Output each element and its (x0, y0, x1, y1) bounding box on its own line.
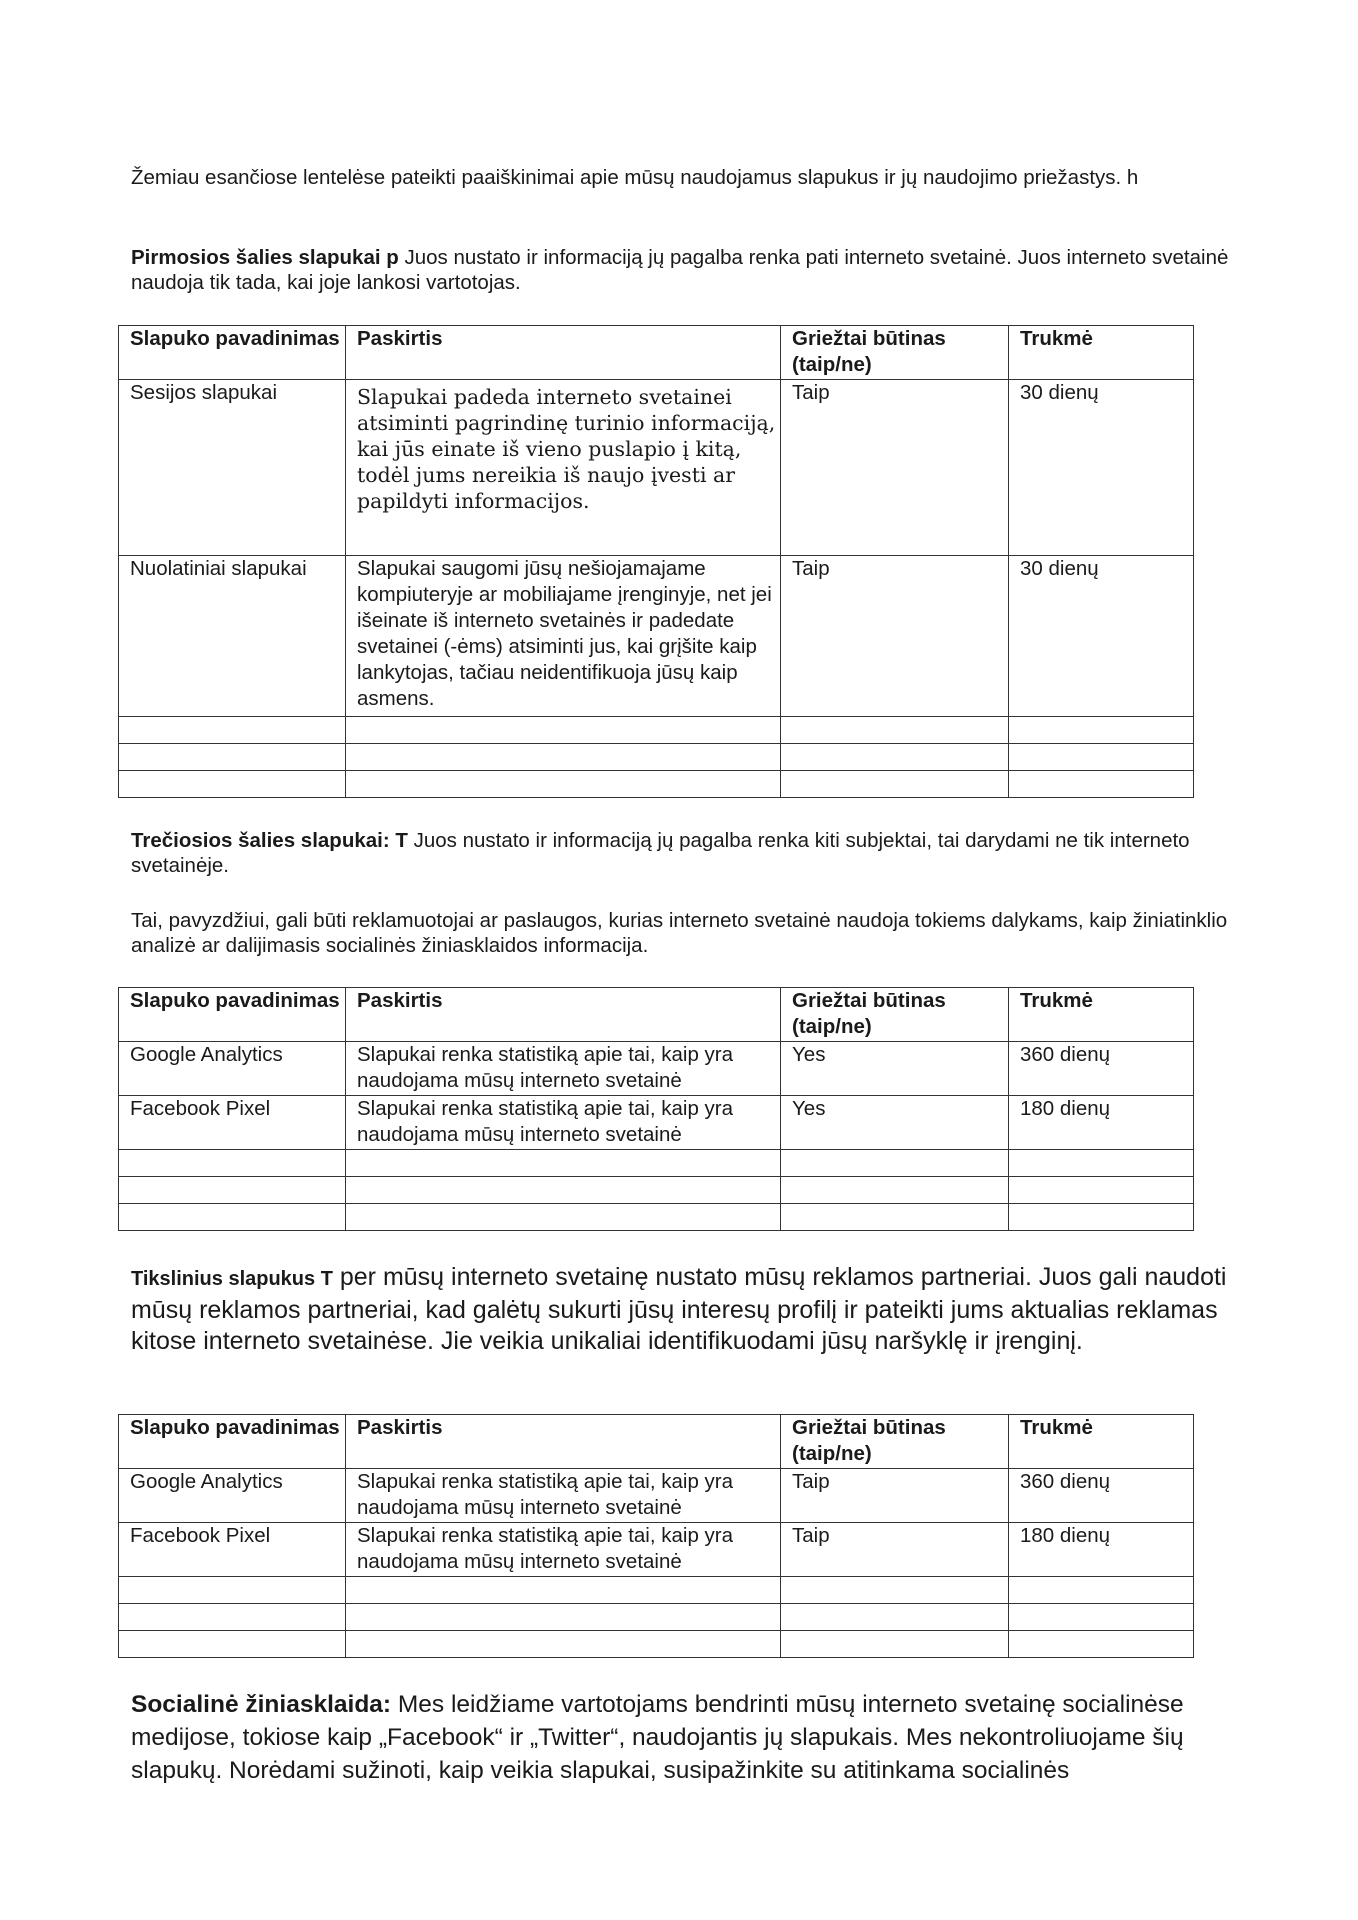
social-media-paragraph (131, 1688, 1241, 1787)
header-cookie-name: Slapuko pavadinimas (119, 326, 346, 380)
cookie-necessary: Taip (781, 1469, 1009, 1523)
cookie-necessary: Yes (781, 1042, 1009, 1096)
cookie-necessary: Taip (781, 380, 1009, 556)
empty-row (119, 1604, 1194, 1631)
empty-row (119, 1150, 1194, 1177)
cookie-name: Google Analytics (119, 1469, 346, 1523)
cookie-necessary: Yes (781, 1096, 1009, 1150)
table-row (119, 1469, 1194, 1523)
header-duration: Trukmė (1009, 1415, 1194, 1469)
first-party-text: Juos nustato ir informaciją jų pagalba renka pati interneto svetainė. Juos interneto svetainė naudoja tik tada, kai joje lankosi vartotojas. (131, 246, 1229, 294)
empty-row (119, 1204, 1194, 1231)
third-party-heading-paragraph (131, 828, 1261, 878)
cookie-necessary: Taip (781, 556, 1009, 717)
cookie-duration: 30 dienų (1009, 380, 1194, 556)
social-media-text: Mes leidžiame vartotojams bendrinti mūsų interneto svetainę socialinėse medijose, tokiose kaip „Facebook“ ir „Twitter“, naudojantis jų slapukais. Mes nekontroliuojame šių slapukų. Norėdami sužinoti, kaip veikia slapukai, susipažinkite su atitinkama socialinės (131, 1691, 1184, 1784)
cookie-purpose: Slapukai renka statistiką apie tai, kaip yra naudojama mūsų interneto svetainė (346, 1042, 781, 1096)
header-duration: Trukmė (1009, 326, 1194, 380)
empty-row (119, 1577, 1194, 1604)
table-header-row (119, 326, 1194, 380)
targeting-title: Tikslinius slapukus T (131, 1268, 333, 1290)
cookie-purpose: Slapukai padeda interneto svetainei atsiminti pagrindinę turinio informaciją, kai jūs einate iš vieno puslapio į kitą, todėl jums nereikia iš naujo įvesti ar papildyti informacijos. (346, 380, 781, 556)
empty-row (119, 1631, 1194, 1658)
cookie-duration: 180 dienų (1009, 1523, 1194, 1577)
cookie-name: Google Analytics (119, 1042, 346, 1096)
table-row (119, 1042, 1194, 1096)
header-duration: Trukmė (1009, 988, 1194, 1042)
table-header-row (119, 988, 1194, 1042)
table-row (119, 556, 1194, 717)
table-header-row (119, 1415, 1194, 1469)
header-cookie-name: Slapuko pavadinimas (119, 1415, 346, 1469)
cookie-purpose: Slapukai renka statistiką apie tai, kaip yra naudojama mūsų interneto svetainė (346, 1469, 781, 1523)
first-party-cookies-table (118, 325, 1194, 798)
header-purpose: Paskirtis (346, 988, 781, 1042)
cookie-purpose: Slapukai renka statistiką apie tai, kaip yra naudojama mūsų interneto svetainė (346, 1523, 781, 1577)
cookie-duration: 180 dienų (1009, 1096, 1194, 1150)
header-cookie-name: Slapuko pavadinimas (119, 988, 346, 1042)
cookie-necessary: Taip (781, 1523, 1009, 1577)
header-strictly-necessary: Griežtai būtinas (taip/ne) (781, 988, 1009, 1042)
header-purpose: Paskirtis (346, 326, 781, 380)
third-party-cookies-table (118, 987, 1194, 1231)
empty-row (119, 717, 1194, 744)
table-row (119, 1523, 1194, 1577)
empty-row (119, 744, 1194, 771)
cookie-duration: 360 dienų (1009, 1469, 1194, 1523)
targeting-heading-paragraph (131, 1262, 1241, 1357)
header-strictly-necessary: Griežtai būtinas (taip/ne) (781, 326, 1009, 380)
first-party-title: Pirmosios šalies slapukai p (131, 246, 399, 269)
cookie-name: Facebook Pixel (119, 1523, 346, 1577)
cookie-duration: 30 dienų (1009, 556, 1194, 717)
third-party-text: Juos nustato ir informaciją jų pagalba renka kiti subjektai, tai darydami ne tik interneto svetainėje. (131, 829, 1190, 877)
table-row (119, 1096, 1194, 1150)
empty-row (119, 771, 1194, 798)
first-party-heading-paragraph (131, 245, 1241, 295)
intro-paragraph: Žemiau esančiose lentelėse pateikti paaiškinimai apie mūsų naudojamus slapukus ir jų naudojimo priežastys. h (131, 166, 1139, 189)
cookie-name: Facebook Pixel (119, 1096, 346, 1150)
social-media-title: Socialinė žiniasklaida: (131, 1691, 392, 1718)
targeting-cookies-table (118, 1414, 1194, 1658)
cookie-name: Sesijos slapukai (119, 380, 346, 556)
cookie-duration: 360 dienų (1009, 1042, 1194, 1096)
cookie-name: Nuolatiniai slapukai (119, 556, 346, 717)
cookie-purpose: Slapukai renka statistiką apie tai, kaip yra naudojama mūsų interneto svetainė (346, 1096, 781, 1150)
third-party-example-paragraph: Tai, pavyzdžiui, gali būti reklamuotojai ar paslaugos, kurias interneto svetainė naudoja tokiems dalykams, kaip žiniatinklio analizė ar dalijimasis socialinės žiniasklaidos informacija. (131, 909, 1228, 957)
third-party-title: Trečiosios šalies slapukai: T (131, 829, 408, 852)
cookie-purpose: Slapukai saugomi jūsų nešiojamajame kompiuteryje ar mobiliajame įrenginyje, net jei išeinate iš interneto svetainės ir padedate svetainei (-ėms) atsiminti jus, kai grįšite kaip lankytojas, tačiau neidentifikuoja jūsų kaip asmens. (346, 556, 781, 717)
empty-row (119, 1177, 1194, 1204)
table-row (119, 380, 1194, 556)
header-purpose: Paskirtis (346, 1415, 781, 1469)
targeting-text: per mūsų interneto svetainę nustato mūsų reklamos partneriai. Juos gali naudoti mūsų reklamos partneriai, kad galėtų sukurti jūsų interesų profilį ir pateikti jums aktualias reklamas kitose interneto svetainėse. Jie veikia unikaliai identifikuodami jūsų naršyklę ir įrenginį. (131, 1263, 1227, 1355)
header-strictly-necessary: Griežtai būtinas (taip/ne) (781, 1415, 1009, 1469)
